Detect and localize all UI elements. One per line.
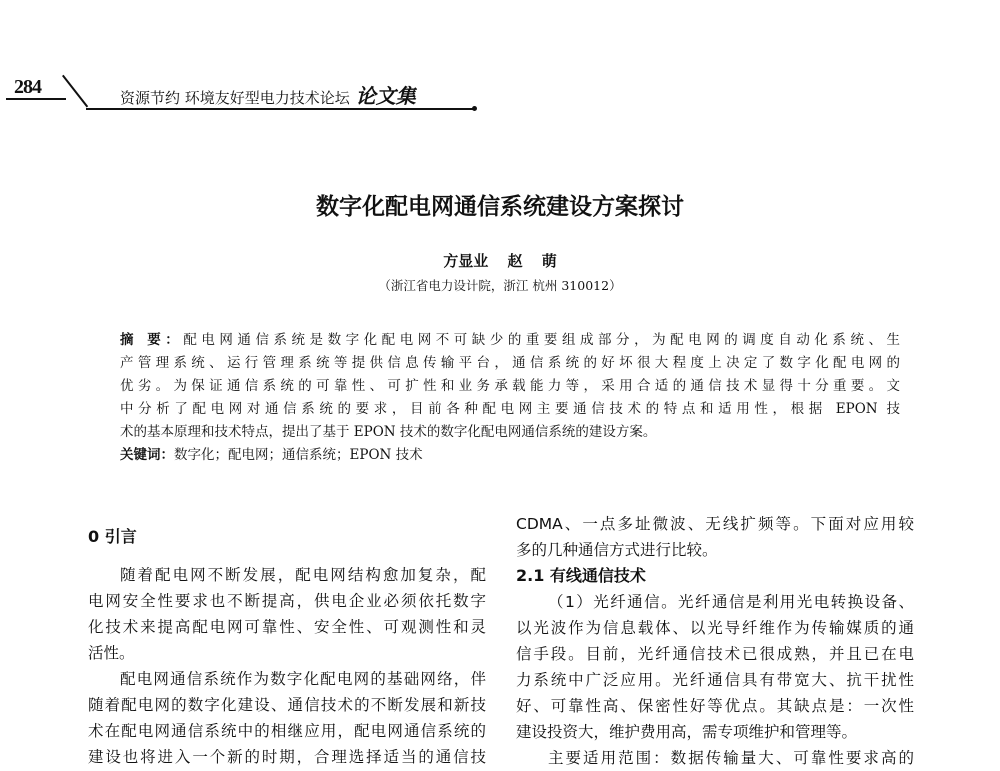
section-heading: 0 引言 (88, 527, 137, 546)
abstract-label: 摘 要： (120, 332, 184, 348)
text-line: 术在配电网通信系统中的相继应用，配电网通信系统的 (88, 722, 486, 740)
text-line: CDMA、一点多址微波、无线扩频等。下面对应用较 (516, 515, 914, 533)
text-line: 随着配电网不断发展，配电网结构愈加复杂，配 (120, 566, 486, 584)
right-column (516, 511, 914, 771)
text-line: 化技术来提高配电网可靠性、安全性、可观测性和灵 (88, 618, 486, 636)
text-line: 电网安全性要求也不断提高，供电企业必须依托数字 (88, 592, 486, 610)
text-line: 力系统中广泛应用。光纤通信具有带宽大、抗干扰性 (516, 671, 914, 689)
text-line: 配电网通信系统作为数字化配电网的基础网络，伴 (120, 670, 486, 688)
text-line: 活性。 (88, 644, 135, 662)
header-rule-left (6, 98, 66, 100)
text-line: 建设投资大，维护费用高，需专项维护和管理等。 (516, 723, 858, 741)
page-number: 284 (14, 76, 41, 98)
article-title: 数字化配电网通信系统建设方案探讨 (316, 193, 684, 220)
abstract-line: 中分析了配电网对通信系统的要求，目前各种配电网主要通信技术的特点和适用性，根据 EPON 技 (120, 401, 900, 417)
section-heading: 2.1 有线通信技术 (516, 566, 646, 585)
header-rule-dot (472, 106, 477, 111)
text-line: 多的几种通信方式进行比较。 (516, 541, 718, 559)
authors: 方显业 赵 萌 (443, 252, 557, 270)
left-column (88, 524, 486, 770)
abstract-line: 产管理系统、运行管理系统等提供信息传输平台，通信系统的好坏很大程度上决定了数字化配电网的 (120, 355, 900, 371)
text-line: 以光波作为信息载体、以光导纤维作为传输媒质的通 (516, 619, 914, 637)
abstract-line (120, 329, 900, 352)
text-line: 好、可靠性高、保密性好等优点。其缺点是：一次性 (516, 697, 914, 715)
text-line: 信手段。目前，光纤通信技术已很成熟，并且已在电 (516, 645, 914, 663)
affiliation: （浙江省电力设计院，浙江 杭州 310012） (378, 278, 622, 293)
running-header (120, 80, 416, 109)
text-line: （1）光纤通信。光纤通信是利用光电转换设备、 (548, 593, 914, 611)
running-title-emphasis: 论文集 (355, 84, 416, 108)
text-line: 主要适用范围：数据传输量大、可靠性要求高的 (548, 749, 914, 767)
keywords (120, 444, 900, 467)
text-line: 建设也将进入一个新的时期，合理选择适当的通信技 (88, 748, 486, 766)
abstract (120, 329, 900, 467)
text-line: 随着配电网的数字化建设、通信技术的不断发展和新技 (88, 696, 486, 714)
keywords-text: 数字化；配电网；通信系统；EPON 技术 (174, 447, 423, 463)
header-rule-diagonal (62, 75, 88, 108)
abstract-text: 配电网通信系统是数字化配电网不可缺少的重要组成部分，为配电网的调度自动化系统、生 (183, 332, 901, 348)
abstract-line: 优劣。为保证通信系统的可靠性、可扩性和业务承载能力等，采用合适的通信技术显得十分重要。文 (120, 378, 900, 394)
keywords-label: 关键词： (120, 447, 174, 463)
abstract-line: 术的基本原理和技术特点，提出了基于 EPON 技术的数字化配电网通信系统的建设方案。 (120, 424, 657, 440)
running-title: 资源节约 环境友好型电力技术论坛 (120, 89, 350, 107)
